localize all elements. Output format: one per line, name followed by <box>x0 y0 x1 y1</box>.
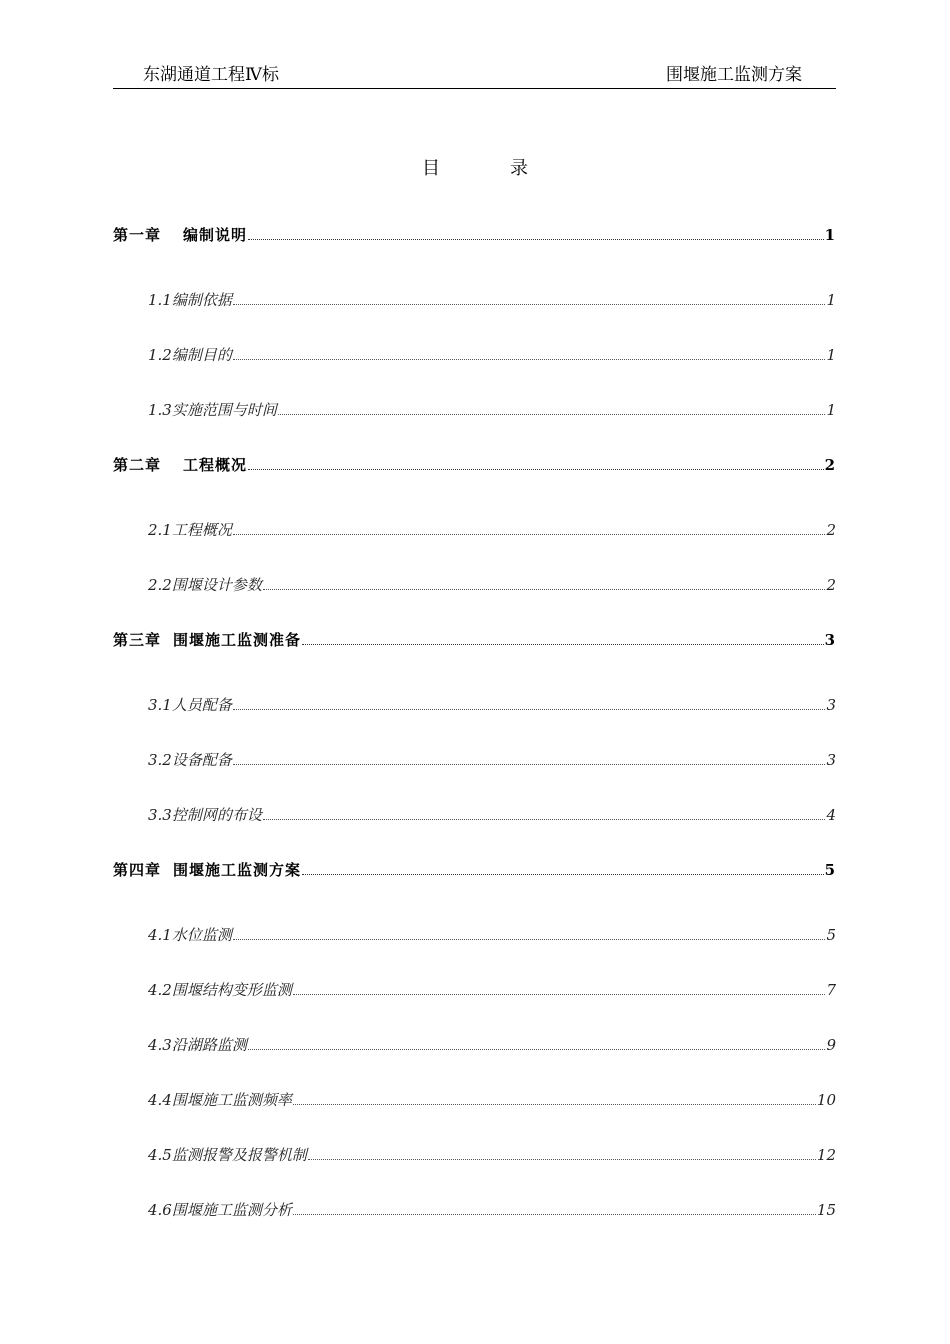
toc-page-number: 1 <box>826 346 836 364</box>
toc-section-3-3[interactable] <box>148 805 836 825</box>
toc-leader-dots <box>233 520 826 535</box>
toc-page-number: 2 <box>826 521 836 539</box>
toc-section-title: 4.6围堰施工监测分析 <box>148 1201 292 1219</box>
toc-section-title: 2.1工程概况 <box>148 521 232 539</box>
toc-leader-dots <box>248 1035 826 1050</box>
toc-page-number: 15 <box>816 1201 836 1219</box>
toc-section-title: 3.2设备配备 <box>148 751 232 769</box>
toc-leader-dots <box>308 1145 816 1160</box>
toc-section-1-3[interactable] <box>148 400 836 420</box>
toc-title-part1: 目 <box>422 158 440 179</box>
toc-section-2-1[interactable] <box>148 520 836 540</box>
toc-leader-dots <box>233 750 826 765</box>
toc-leader-dots <box>293 1090 816 1105</box>
toc-section-1-2[interactable] <box>148 345 836 365</box>
toc-leader-dots <box>278 400 826 415</box>
toc-page-number: 1 <box>826 291 836 309</box>
header-project-name: 东湖通道工程Ⅳ标 <box>143 65 279 85</box>
toc-section-4-5[interactable] <box>148 1145 836 1165</box>
toc-chapter-number: 第四章 <box>113 861 162 879</box>
toc-section-title: 4.3沿湖路监测 <box>148 1036 247 1054</box>
toc-chapter-title: 围堰施工监测准备 <box>173 631 302 649</box>
toc-section-title: 4.4围堰施工监测频率 <box>148 1091 292 1109</box>
toc-chapter-2[interactable] <box>113 455 836 475</box>
toc-page-number: 3 <box>826 696 836 714</box>
toc-page-number: 4 <box>826 806 836 824</box>
toc-page-number: 1 <box>824 226 836 244</box>
toc-section-title: 1.2编制目的 <box>148 346 232 364</box>
toc-chapter-title: 工程概况 <box>183 456 248 474</box>
toc-page-number: 2 <box>826 576 836 594</box>
toc-section-title: 3.3控制网的布设 <box>148 806 262 824</box>
toc-leader-dots <box>233 345 826 360</box>
toc-section-4-3[interactable] <box>148 1035 836 1055</box>
toc-leader-dots <box>263 805 826 820</box>
toc-chapter-title: 围堰施工监测方案 <box>173 861 302 879</box>
toc-page-number: 2 <box>824 456 836 474</box>
toc-page-number: 3 <box>824 631 836 649</box>
toc-section-4-2[interactable] <box>148 980 836 1000</box>
toc-chapter-4[interactable] <box>113 860 836 880</box>
toc-leader-dots <box>233 695 826 710</box>
toc-section-4-1[interactable] <box>148 925 836 945</box>
toc-section-title: 4.2围堰结构变形监测 <box>148 981 292 999</box>
toc-section-title: 4.1水位监测 <box>148 926 232 944</box>
toc-leader-dots <box>248 225 824 240</box>
toc-leader-dots <box>248 455 824 470</box>
toc-page-number: 5 <box>824 861 836 879</box>
toc-chapter-1[interactable] <box>113 225 836 245</box>
toc-section-4-4[interactable] <box>148 1090 836 1110</box>
toc-section-title: 1.1编制依据 <box>148 291 232 309</box>
page-header <box>113 64 836 89</box>
toc-page-number: 7 <box>826 981 836 999</box>
toc-section-4-6[interactable] <box>148 1200 836 1220</box>
toc-leader-dots <box>293 1200 816 1215</box>
header-document-title: 围堰施工监测方案 <box>666 65 802 85</box>
toc-chapter-number: 第一章 <box>113 226 162 244</box>
toc-chapter-title: 编制说明 <box>183 226 248 244</box>
toc-chapter-number: 第三章 <box>113 631 162 649</box>
toc-leader-dots <box>233 290 826 305</box>
toc-leader-dots <box>293 980 826 995</box>
toc-page-number: 1 <box>826 401 836 419</box>
toc-section-title: 1.3实施范围与时间 <box>148 401 277 419</box>
toc-leader-dots <box>302 630 824 645</box>
toc-section-title: 2.2围堰设计参数 <box>148 576 262 594</box>
toc-chapter-3[interactable] <box>113 630 836 650</box>
toc-section-1-1[interactable] <box>148 290 836 310</box>
toc-section-title: 4.5监测报警及报警机制 <box>148 1146 307 1164</box>
toc-leader-dots <box>263 575 826 590</box>
toc-page-number: 9 <box>826 1036 836 1054</box>
toc-page-number: 10 <box>816 1091 836 1109</box>
toc-chapter-number: 第二章 <box>113 456 162 474</box>
toc-page-number: 5 <box>826 926 836 944</box>
toc-title <box>0 158 950 180</box>
toc-section-3-2[interactable] <box>148 750 836 770</box>
toc-title-part2: 录 <box>510 158 528 179</box>
toc-page-number: 12 <box>816 1146 836 1164</box>
toc-section-3-1[interactable] <box>148 695 836 715</box>
toc-page-number: 3 <box>826 751 836 769</box>
toc-leader-dots <box>302 860 824 875</box>
toc-section-title: 3.1人员配备 <box>148 696 232 714</box>
toc-section-2-2[interactable] <box>148 575 836 595</box>
toc-leader-dots <box>233 925 826 940</box>
